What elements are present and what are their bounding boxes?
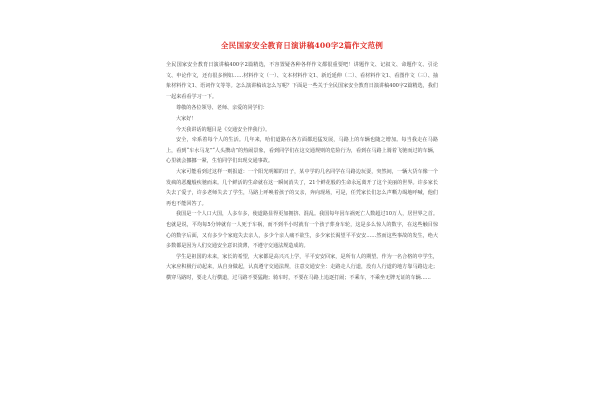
topic-line: 今天我讲话的题目是《交通安全伴我行》。 [176,126,271,133]
body-paragraph-4: 学生是祖国的未来，家长的希望，大家都是高兴兴上学，平平安安回家，是所有人的期望。作为一名合格的中学生，大家应积极行动起来，从自身做起，认真遵守交通法规，注意交通安全：走路走人行道，没有人行道的地方靠马路边走；横穿马路时，要走人行横道，过马路不要猛跑；骑车时，不要在马路上追逐打闹；不乘车，不乘坐无牌无证的车辆…… [166,253,438,281]
body-paragraph-3: 我国是一个人口大国，人多车多，使道路显得更加拥挤、混乱。我国每年因车祸死亡人数超过10万人，居世界之首。也就是说，平均每5分钟就有一人死于车祸，而不到半小时就有一个孩子葬身车轮，这是多么惊人的数字，在这些触目惊心的数字后面，又有多少个家庭失去亲人，多少个亲人痛不欲生，多少家长渴望平平安安……然而这些事故的发生，绝大多数都是因为人们交通安全意识淡薄，不遵守交通法规造成的。 [166,211,438,250]
intro-paragraph: 全民国家安全教育日演讲稿400字2篇精选，不容置疑各种各样作文都很重要吧！讲题作文、记叙文、命题作文、引论文、申论作文，还有很多例如……材料作文（一）、文本材料作文1、新近延伸（二）、看材料作文1、看图作文（三）、抽象材料作文1、语词作文等等。怎么演讲稿该怎么写呢？下面是一些关于全民国家安全教育日演讲稿400字2篇精选，我们一起来看看学习一下。 [166,62,438,100]
hello-line: 大家好！ [176,115,197,122]
document-body [166,40,438,283]
body-paragraph-1: 安全，牵系着每个人的生活。几年来，哈们道路在各方面都迅猛发展，马路上的车辆也随之增加。每当我走在马路上，看到“车水马龙”“人头攒动”的热闹景象，看到同学们在这交通规则的危险行为，看到在马路上骑着飞驰而过的车辆，心里就会挪挪一紧，生怕同学们出现交通事故。 [166,137,438,165]
document-title: 全民国家安全教育日演讲稿400字2篇作文范例 [220,41,384,50]
body-paragraph-2: 大家可能看到过这样一则报道：一个阳光明媚的日子，某中学的几名同学在马路边玩耍，突然间，一辆大货车像一个发疯的恶魔般疾驰而来。几个鲜活的生命就在这一瞬间消失了，21个鲜花般的生命永远离开了这个美丽的世界。许多家长失去了爱子，许多老师失去了学生，马路上呼唤着孩子的父亲，奔向现场，可是，任凭家长们怎么声嘶力竭地呼喊，他们再也不能回答了。 [166,168,438,207]
greeting-line: 尊敬的各位领导、老师、亲爱的同学们： [176,105,268,112]
